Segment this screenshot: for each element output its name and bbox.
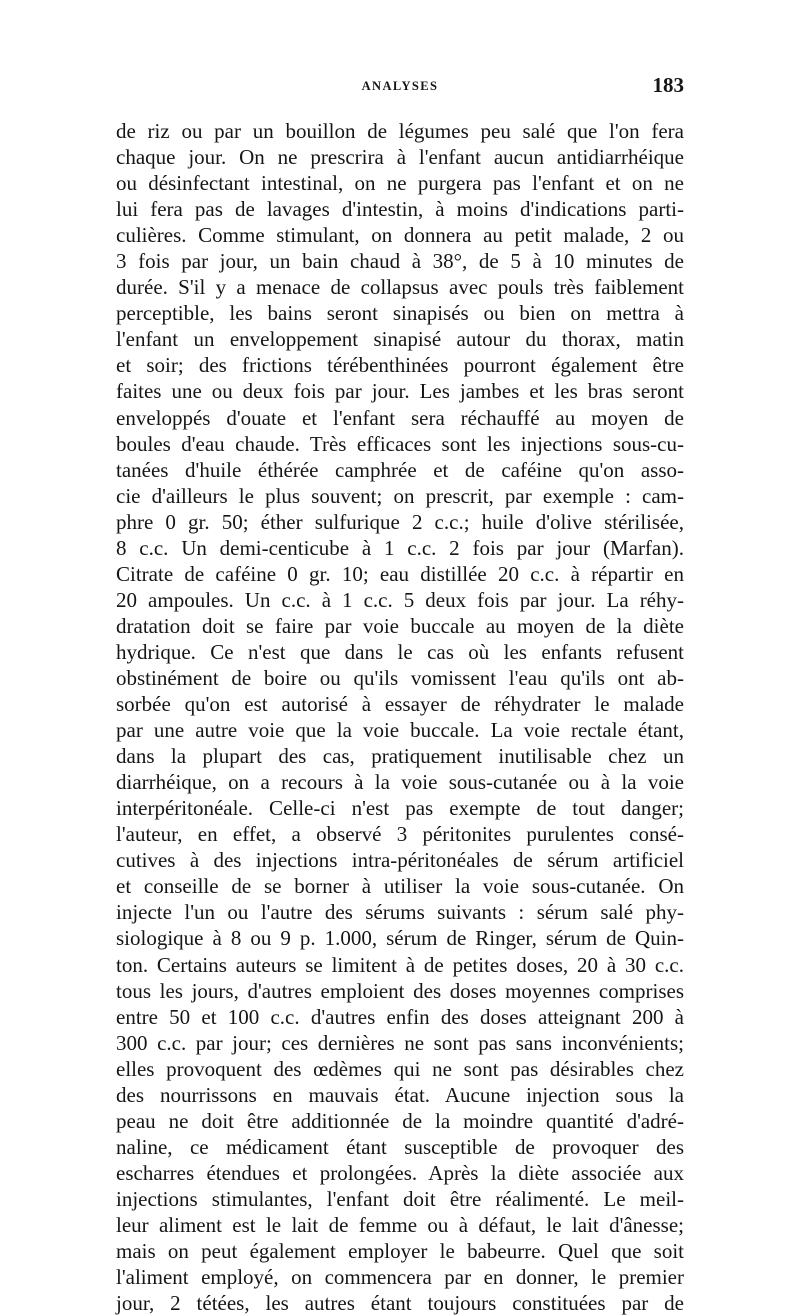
text-line: et soir; des frictions térébenthinées pourront également être: [116, 353, 684, 378]
text-line: chaque jour. On ne prescrira à l'enfant aucun antidiarrhéique: [116, 145, 684, 170]
text-line: 20 ampoules. Un c.c. à 1 c.c. 5 deux fois par jour. La réhy-: [116, 587, 684, 612]
text-line: par une autre voie que la voie buccale. La voie rectale étant,: [116, 718, 684, 743]
text-line: perceptible, les bains seront sinapisés ou bien on mettra à: [116, 301, 684, 326]
text-line: ou désinfectant intestinal, on ne purgera pas l'enfant et on ne: [116, 171, 684, 196]
text-line: phre 0 gr. 50; éther sulfurique 2 c.c.; huile d'olive stérilisée,: [116, 509, 684, 534]
text-line: 3 fois par jour, un bain chaud à 38°, de 5 à 10 minutes de: [116, 249, 684, 274]
text-line: siologique à 8 ou 9 p. 1.000, sérum de Ringer, sérum de Quin-: [116, 926, 684, 951]
text-line: l'enfant un enveloppement sinapisé autour du thorax, matin: [116, 327, 684, 352]
text-line: boules d'eau chaude. Très efficaces sont les injections sous-cu-: [116, 431, 684, 456]
text-line: sorbée qu'on est autorisé à essayer de réhydrater le malade: [116, 692, 684, 717]
text-line: des nourrissons en mauvais état. Aucune injection sous la: [116, 1082, 684, 1107]
text-line: peau ne doit être additionnée de la moindre quantité d'adré-: [116, 1108, 684, 1133]
text-line: mais on peut également employer le babeurre. Quel que soit: [116, 1239, 684, 1264]
text-line: l'auteur, en effet, a observé 3 péritonites purulentes consé-: [116, 822, 684, 847]
text-line: lui fera pas de lavages d'intestin, à moins d'indications parti-: [116, 197, 684, 222]
text-line: entre 50 et 100 c.c. d'autres enfin des doses atteignant 200 à: [116, 1004, 684, 1029]
text-line: leur aliment est le lait de femme ou à défaut, le lait d'ânesse;: [116, 1212, 684, 1237]
text-line: Citrate de caféine 0 gr. 10; eau distillée 20 c.c. à répartir en: [116, 561, 684, 586]
text-line: de riz ou par un bouillon de légumes peu salé que l'on fera: [116, 119, 684, 143]
text-line: durée. S'il y a menace de collapsus avec pouls très faiblement: [116, 275, 684, 300]
text-line: cutives à des injections intra-péritonéales de sérum artificiel: [116, 848, 684, 873]
text-line: culières. Comme stimulant, on donnera au petit malade, 2 ou: [116, 223, 684, 248]
text-line: tanées d'huile éthérée camphrée et de caféine qu'on asso-: [116, 457, 684, 482]
text-line: l'aliment employé, on commencera par en donner, le premier: [116, 1265, 684, 1290]
page-header: [116, 73, 684, 100]
running-head: ANALYSES: [361, 79, 439, 93]
text-line: ton. Certains auteurs se limitent à de petites doses, 20 à 30 c.c.: [116, 952, 684, 977]
text-line: elles provoquent des œdèmes qui ne sont pas désirables chez: [116, 1056, 684, 1081]
text-line: naline, ce médicament étant susceptible de provoquer des: [116, 1134, 684, 1159]
text-line: interpéritonéale. Celle-ci n'est pas exempte de tout danger;: [116, 796, 684, 821]
text-line: tous les jours, d'autres emploient des doses moyennes comprises: [116, 978, 684, 1003]
text-line: injections stimulantes, l'enfant doit être réalimenté. Le meil-: [116, 1186, 684, 1211]
page-number: 183: [652, 73, 684, 97]
text-line: et conseille de se borner à utiliser la voie sous-cutanée. On: [116, 874, 684, 899]
text-line: escharres étendues et prolongées. Après la diète associée aux: [116, 1160, 684, 1185]
text-line: jour, 2 tétées, les autres étant toujours constituées par de: [116, 1291, 684, 1316]
text-line: cie d'ailleurs le plus souvent; on prescrit, par exemple : cam-: [116, 483, 684, 508]
text-line: diarrhéique, on a recours à la voie sous-cutanée ou à la voie: [116, 770, 684, 795]
text-line: faites une ou deux fois par jour. Les jambes et les bras seront: [116, 379, 684, 404]
body-text: [116, 118, 684, 1316]
text-line: enveloppés d'ouate et l'enfant sera réchauffé au moyen de: [116, 405, 684, 430]
text-line: dratation doit se faire par voie buccale au moyen de la diète: [116, 613, 684, 638]
text-line: obstinément de boire ou qu'ils vomissent l'eau qu'ils ont ab-: [116, 665, 684, 690]
text-line: 300 c.c. par jour; ces dernières ne sont pas sans inconvénients;: [116, 1030, 684, 1055]
text-line: 8 c.c. Un demi-centicube à 1 c.c. 2 fois par jour (Marfan).: [116, 535, 684, 560]
text-line: hydrique. Ce n'est que dans le cas où les enfants refusent: [116, 639, 684, 664]
text-line: injecte l'un ou l'autre des sérums suivants : sérum salé phy-: [116, 900, 684, 925]
text-line: dans la plupart des cas, pratiquement inutilisable chez un: [116, 744, 684, 769]
